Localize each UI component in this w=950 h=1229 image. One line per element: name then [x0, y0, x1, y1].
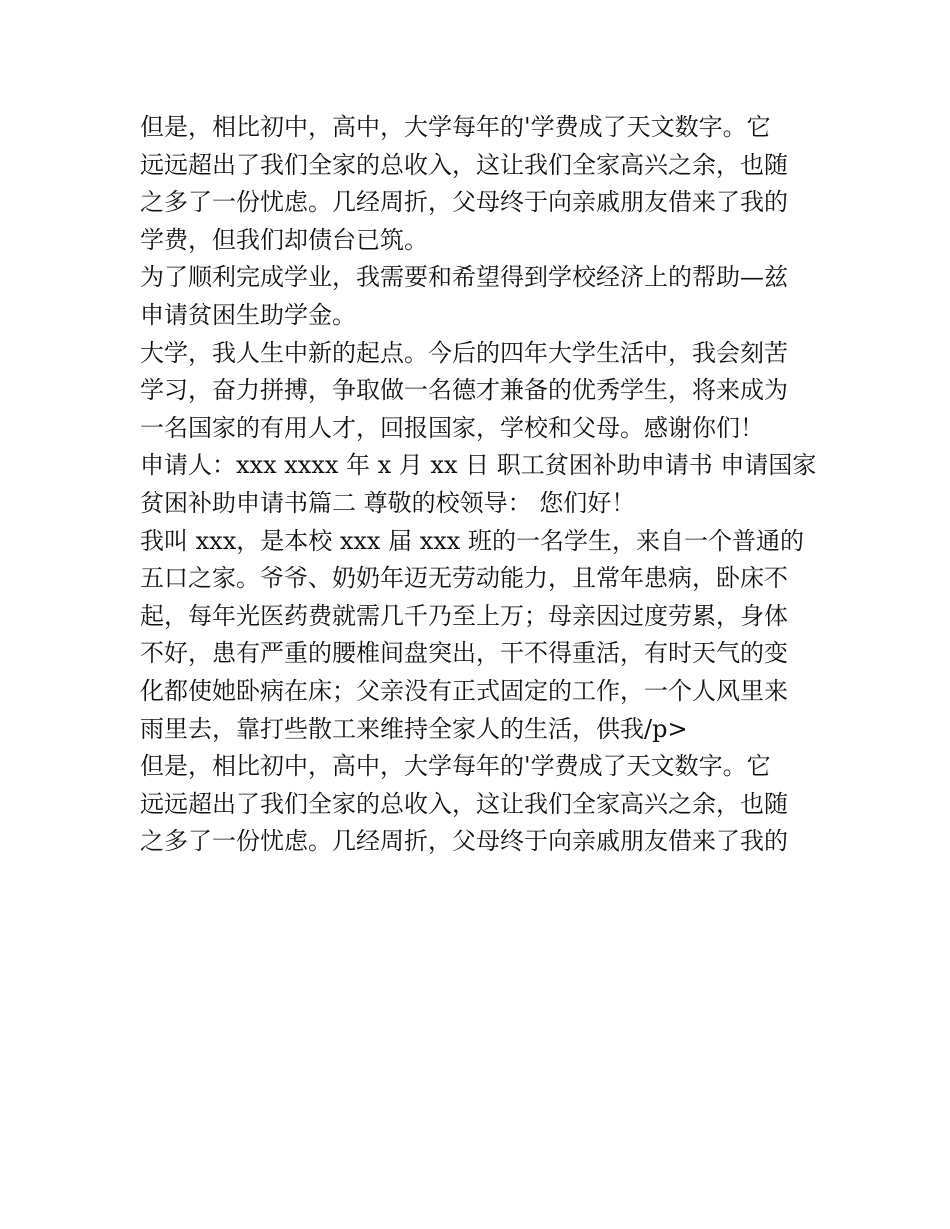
text-line: 但是，相比初中，高中，大学每年的'学费成了天文数字。它: [140, 752, 771, 781]
text-line: 远远超出了我们全家的总收入，这让我们全家高兴之余，也随: [140, 150, 788, 179]
text-line: 起，每年光医药费就需几千乃至上万；母亲因过度劳累，身体: [140, 601, 788, 630]
text-line: 为了顺利完成学业，我需要和希望得到学校经济上的帮助—兹: [140, 263, 788, 292]
text-line: 申请贫困生助学金。: [140, 300, 356, 329]
text-line: 之多了一份忧虑。几经周折，父母终于向亲戚朋友借来了我的: [140, 188, 788, 217]
text-line: 学费，但我们却债台已筑。: [140, 225, 428, 254]
text-line: 之多了一份忧虑。几经周折，父母终于向亲戚朋友借来了我的: [140, 827, 788, 856]
text-line: 贫困补助申请书篇二 尊敬的校领导： 您们好！: [140, 488, 636, 517]
text-line: 但是，相比初中，高中，大学每年的'学费成了天文数字。它: [140, 113, 771, 141]
text-line: 学习，奋力拼搏，争取做一名德才兼备的优秀学生，将来成为: [140, 376, 788, 405]
text-line: 申请人：xxx xxxx 年 x 月 xx 日 职工贫困补助申请书 申请国家: [140, 451, 817, 480]
text-line: 五口之家。爷爷、奶奶年迈无劳动能力，且常年患病，卧床不: [140, 564, 788, 593]
text-line: 雨里去，靠打些散工来维持全家人的生活，供我/p>: [140, 714, 688, 743]
text-line: 不好，患有严重的腰椎间盘突出，干不得重活，有时天气的变: [140, 639, 788, 668]
text-line: 一名国家的有用人才，回报国家，学校和父母。感谢你们！: [140, 413, 764, 442]
text-line: 化都使她卧病在床；父亲没有正式固定的工作，一个人风里来: [140, 676, 788, 705]
text-line: 我叫 xxx，是本校 xxx 届 xxx 班的一名学生，来自一个普通的: [140, 526, 804, 555]
text-line: 远远超出了我们全家的总收入，这让我们全家高兴之余，也随: [140, 789, 788, 818]
document-body: [140, 109, 820, 861]
text-line: 大学，我人生中新的起点。今后的四年大学生活中，我会刻苦: [140, 338, 788, 367]
